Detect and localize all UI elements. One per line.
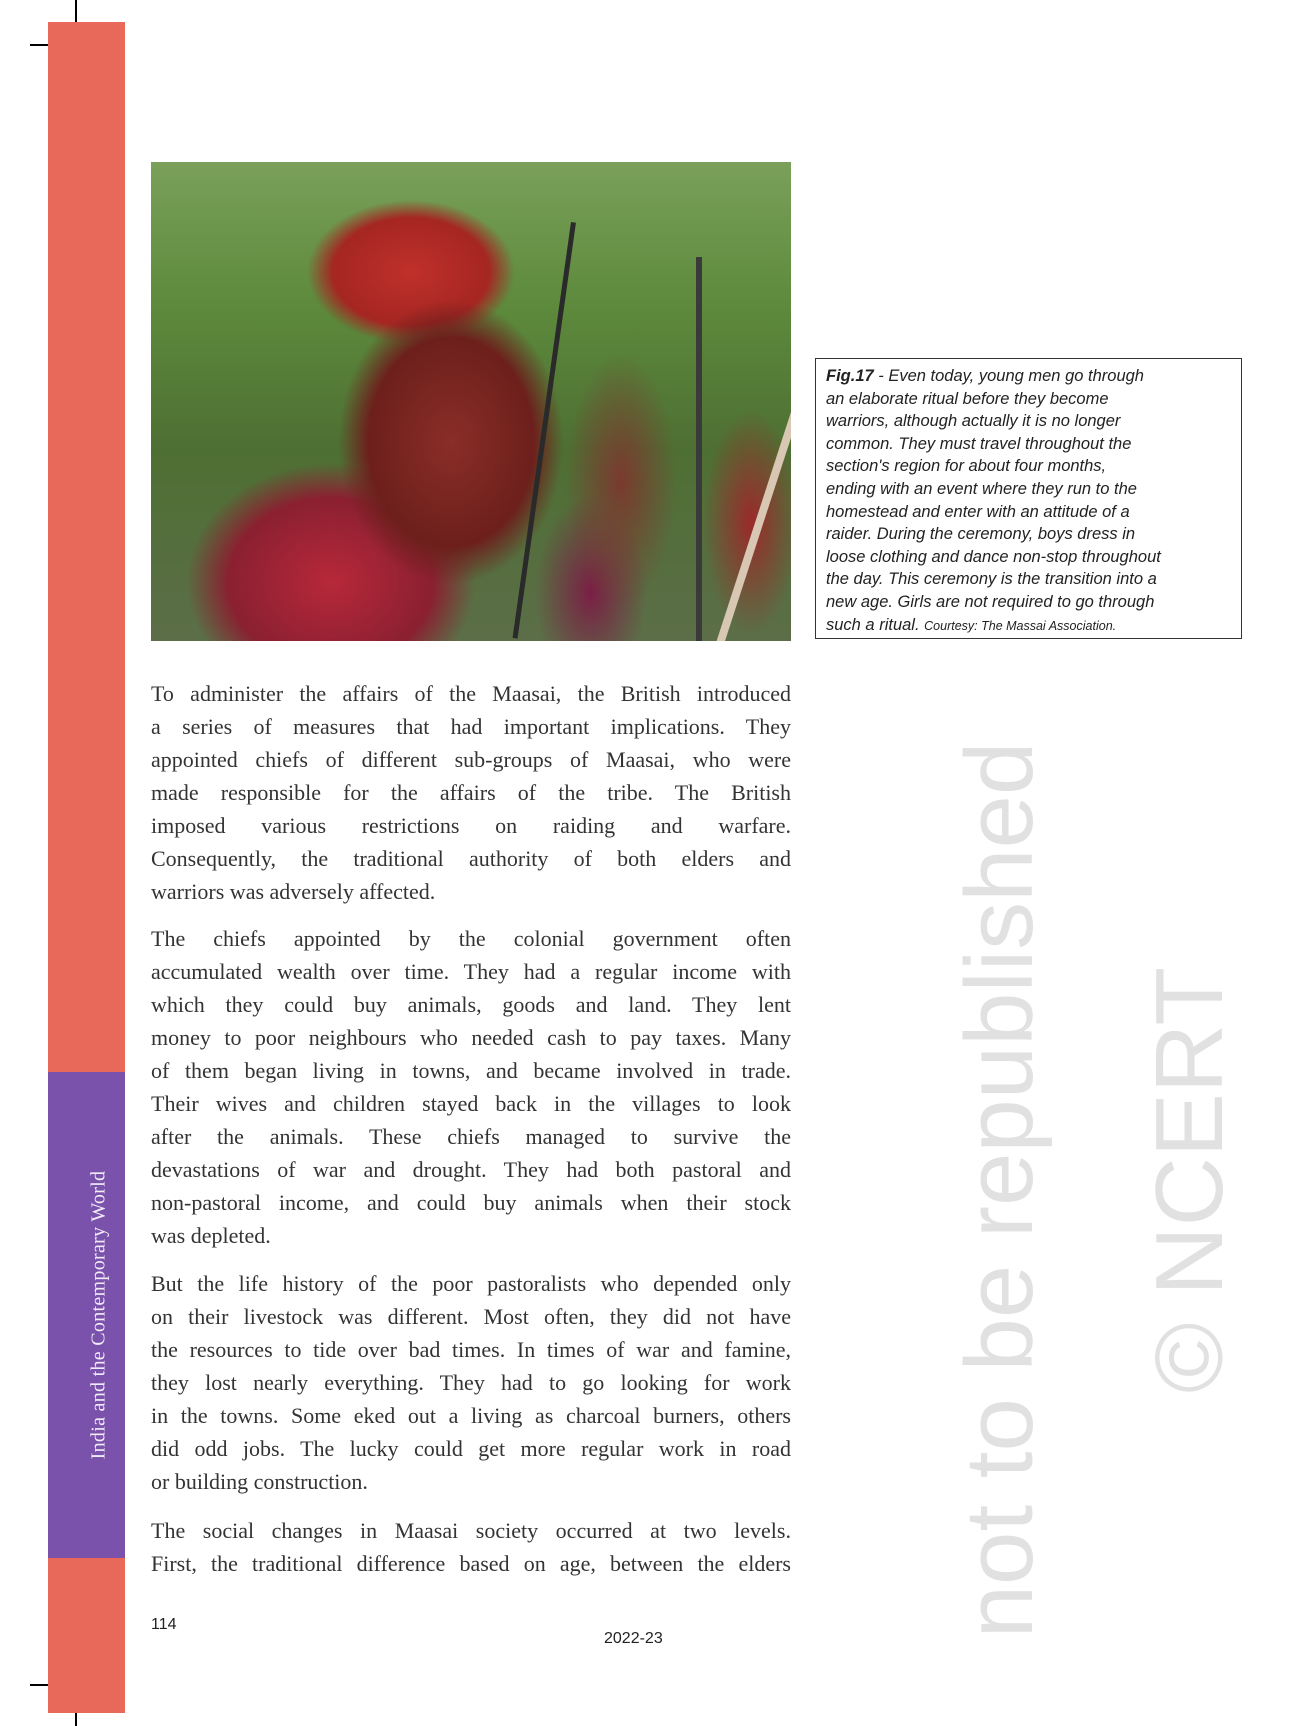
text-line: they lost nearly everything. They had to go looking for work: [151, 1370, 791, 1395]
text-line: imposed various restrictions on raiding and warfare.: [151, 813, 791, 838]
caption-line: raider. During the ceremony, boys dress in: [826, 525, 1136, 544]
crop-mark: [75, 0, 77, 22]
spear: [513, 222, 576, 639]
staff: [711, 412, 791, 641]
text-line: First, the traditional difference based on age, between the elders: [151, 1551, 791, 1576]
text-line: warriors was adversely affected.: [151, 879, 436, 904]
caption-line: new age. Girls are not required to go through: [826, 592, 1155, 611]
photo-courtesy: Courtesy: The Massai Association.: [924, 618, 1117, 633]
paragraph-poor-pastoralists: [151, 1267, 791, 1498]
text-line: did odd jobs. The lucky could get more regular work in road: [151, 1436, 791, 1461]
text-line: the resources to tide over bad times. In times of war and famine,: [151, 1337, 791, 1362]
watermark-not-republished: not to be republished: [946, 741, 1053, 1639]
caption-line: an elaborate ritual before they become: [826, 389, 1109, 408]
paragraph-chiefs-wealth: [151, 922, 791, 1252]
caption-line: homestead and enter with an attitude of a: [826, 502, 1130, 521]
page-number: 114: [151, 1616, 177, 1633]
text-line: after the animals. These chiefs managed to survive the: [151, 1124, 791, 1149]
text-line: Their wives and children stayed back in the villages to look: [151, 1091, 791, 1116]
figure-caption: [815, 358, 1242, 639]
text-line: Consequently, the traditional authority of both elders and: [151, 846, 791, 871]
figure-label: Fig.17: [826, 367, 874, 385]
paragraph-british-measures: [151, 677, 791, 908]
text-line: To administer the affairs of the Maasai, the British introduced: [151, 681, 791, 706]
text-line: non-pastoral income, and could buy animals when their stock: [151, 1190, 791, 1215]
text-line: money to poor neighbours who needed cash to pay taxes. Many: [151, 1025, 791, 1050]
text-line: accumulated wealth over time. They had a regular income with: [151, 959, 791, 984]
text-line: devastations of war and drought. They had both pastoral and: [151, 1157, 791, 1182]
caption-line: the day. This ceremony is the transition into a: [826, 570, 1157, 589]
text-line: But the life history of the poor pastoralists who depended only: [151, 1271, 791, 1296]
maasai-warriors-photo: [151, 162, 791, 641]
caption-line: common. They must travel throughout the: [826, 434, 1132, 453]
caption-line: section's region for about four months,: [826, 457, 1107, 476]
caption-line: warriors, although actually it is no longer: [826, 412, 1121, 431]
caption-line: such a ritual.: [826, 615, 925, 634]
text-line: or building construction.: [151, 1469, 368, 1494]
text-line: a series of measures that had important implications. They: [151, 714, 791, 739]
text-line: of them began living in towns, and became involved in trade.: [151, 1058, 791, 1083]
text-line: appointed chiefs of different sub-groups of Maasai, who were: [151, 747, 791, 772]
side-band-top: [48, 22, 125, 1072]
text-line: which they could buy animals, goods and land. They lent: [151, 992, 791, 1017]
caption-line: loose clothing and dance non-stop throughout: [826, 547, 1161, 566]
text-line: in the towns. Some eked out a living as charcoal burners, others: [151, 1403, 791, 1428]
text-line: The social changes in Maasai society occurred at two levels.: [151, 1518, 791, 1543]
paragraph-social-changes: [151, 1514, 791, 1580]
text-line: made responsible for the affairs of the tribe. The British: [151, 780, 791, 805]
text-line: on their livestock was different. Most often, they did not have: [151, 1304, 791, 1329]
side-band-chapter: [48, 1072, 125, 1558]
crop-mark: [30, 1684, 49, 1686]
side-band-bottom: [48, 1558, 125, 1713]
edition-year: 2022-23: [604, 1630, 663, 1647]
caption-line: - Even today, young men go through: [873, 367, 1144, 385]
caption-line: ending with an event where they run to the: [826, 479, 1137, 498]
crop-mark: [30, 44, 49, 46]
text-line: was depleted.: [151, 1223, 271, 1248]
spear: [696, 257, 702, 641]
text-line: The chiefs appointed by the colonial government often: [151, 926, 791, 951]
watermark-ncert: © NCERT: [1136, 966, 1243, 1394]
crop-mark: [75, 1713, 77, 1726]
book-title-spine: India and the Contemporary World: [87, 1170, 110, 1460]
